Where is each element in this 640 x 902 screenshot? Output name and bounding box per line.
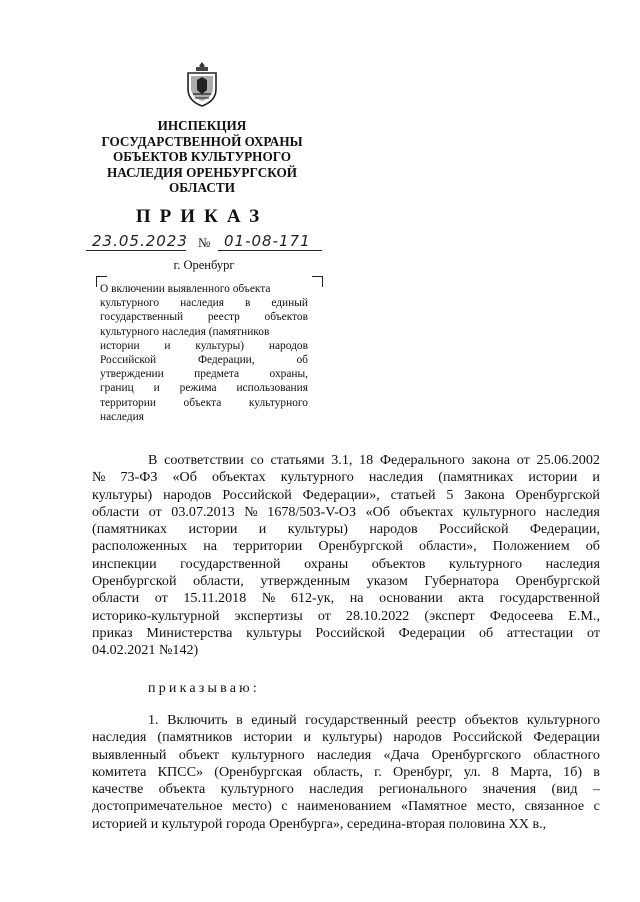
- word: 612-ук,: [290, 590, 335, 607]
- word: области: [92, 503, 140, 520]
- word: Российской: [315, 624, 385, 641]
- word: государственный: [100, 311, 184, 324]
- word: 04.02.2021 №142): [92, 642, 199, 659]
- word: объектов: [264, 311, 308, 324]
- word: (вид: [551, 781, 578, 798]
- word: использования: [236, 382, 308, 395]
- order-word: приказываю:: [148, 681, 260, 696]
- word: указом: [366, 573, 408, 590]
- word: Марта,: [510, 763, 552, 780]
- text-line: [100, 339, 308, 353]
- word: Федерации»,: [302, 486, 380, 503]
- text-line: [92, 487, 600, 504]
- word: акта: [458, 590, 484, 607]
- word: «Дача: [383, 746, 420, 763]
- word: об: [478, 624, 494, 641]
- word: экспертизы: [234, 607, 303, 624]
- word: государственной: [499, 590, 600, 607]
- word: историко-культурной: [92, 607, 220, 624]
- word: «Об: [172, 469, 197, 486]
- word: Министерства: [146, 624, 233, 641]
- word: №: [244, 503, 258, 520]
- word: культурного наследия (памятников: [100, 325, 270, 338]
- word: Включить: [167, 712, 228, 728]
- word: закона: [471, 452, 511, 468]
- word: наследия: [545, 503, 600, 520]
- word: режима: [179, 382, 217, 395]
- registration-line: [86, 232, 322, 254]
- word: Оренбургского: [431, 746, 521, 763]
- text-line: [92, 798, 600, 815]
- word: наследия: [545, 555, 600, 572]
- word: регионального: [378, 781, 467, 798]
- word: с: [281, 798, 288, 815]
- word: «Памятное: [400, 798, 467, 815]
- coat-of-arms-icon: [184, 60, 220, 108]
- word: Оренбургской: [318, 538, 403, 555]
- word: культурного: [462, 503, 536, 520]
- word: истории: [188, 521, 238, 538]
- word: –: [592, 781, 600, 798]
- word: истории: [243, 729, 293, 746]
- word: культурного: [280, 469, 354, 486]
- word: от: [154, 590, 168, 607]
- word: реестр: [207, 311, 240, 324]
- word: и: [592, 469, 600, 486]
- word: об: [585, 538, 600, 555]
- document-type-title: ПРИКАЗ: [135, 206, 269, 227]
- word: об: [296, 354, 308, 367]
- word: 73-ФЗ: [120, 469, 158, 486]
- word: достопримечательное: [92, 798, 223, 815]
- word: Федерации: [398, 624, 466, 641]
- word: и: [303, 729, 312, 746]
- word: на: [203, 538, 218, 555]
- subject-corner-mark: [312, 276, 323, 287]
- word: 03.07.2013: [171, 503, 235, 520]
- text-line: [100, 381, 308, 395]
- word: области»,: [419, 538, 477, 555]
- text-line: [92, 573, 600, 590]
- word: Федосеева: [489, 607, 554, 624]
- word: 18: [359, 452, 374, 468]
- order-item-1: [92, 712, 600, 833]
- word: (памятниках: [438, 469, 514, 486]
- word: в: [593, 763, 600, 780]
- word: наследия: [180, 297, 225, 310]
- word: наследия: [316, 746, 372, 763]
- word: и: [153, 382, 160, 395]
- word: государственной: [180, 555, 281, 572]
- text-line: [92, 452, 600, 469]
- word: области: [92, 590, 140, 607]
- word: территории: [233, 538, 303, 555]
- word: объектах: [211, 469, 266, 486]
- word: приказ: [92, 624, 133, 641]
- word: Федерации: [533, 729, 600, 746]
- word: Федерального: [379, 452, 465, 468]
- text-line: [100, 396, 308, 410]
- text-line: [92, 590, 600, 607]
- word: 5: [446, 486, 454, 503]
- text-line: [92, 608, 600, 625]
- word: культуры: [246, 624, 302, 641]
- word: от: [516, 452, 530, 468]
- word: 1.: [148, 712, 159, 728]
- authority-line: ОБЪЕКТОВ КУЛЬТУРНОГО: [112, 149, 292, 165]
- word: Оренбургской: [515, 486, 600, 503]
- word: наследия: [309, 781, 364, 798]
- word: Губернатора: [424, 573, 499, 590]
- word: наследия: [92, 729, 147, 746]
- word: на: [349, 590, 364, 607]
- word: наименованием: [297, 798, 392, 815]
- word: №: [92, 469, 106, 486]
- word: культурного: [526, 712, 600, 728]
- word: народов: [163, 486, 212, 503]
- word: охраны,: [269, 368, 308, 381]
- handwritten-number: 01-08-171: [224, 232, 311, 250]
- city-of-issue: г. Оренбург: [173, 258, 235, 272]
- word: культурного: [448, 555, 523, 572]
- word: Российской: [222, 486, 292, 503]
- word: качестве: [92, 781, 144, 798]
- word: ул.: [463, 763, 481, 780]
- text-line: [92, 625, 600, 642]
- word: в: [244, 297, 251, 310]
- word: (эксперт: [424, 607, 475, 624]
- word: Е.М.,: [568, 607, 600, 624]
- word: Оренбургской: [515, 573, 600, 590]
- word: соответствии: [164, 452, 244, 468]
- word: объекта: [183, 396, 222, 409]
- word: связанное: [524, 798, 585, 815]
- word: и: [258, 521, 267, 538]
- word: г.: [374, 763, 382, 780]
- word: от: [586, 624, 600, 641]
- word: 1б): [563, 763, 583, 780]
- word: Российской: [439, 521, 509, 538]
- word: (памятников: [157, 729, 233, 746]
- word: объектах: [399, 503, 454, 520]
- word: культуры): [322, 729, 383, 746]
- text-line: [100, 367, 308, 381]
- word: основании: [379, 590, 443, 607]
- word: Федерации,: [529, 521, 600, 538]
- text-line: [92, 556, 600, 573]
- word: объектов: [464, 712, 519, 728]
- word: культурного: [231, 746, 305, 763]
- word: истории: [100, 339, 140, 352]
- word: наследия: [368, 469, 424, 486]
- word: культуры): [92, 486, 153, 503]
- word: реестр: [416, 712, 457, 728]
- word: инспекции: [92, 555, 157, 572]
- word: государственный: [305, 712, 409, 728]
- text-line: [92, 747, 600, 764]
- word: Оренбургской: [92, 573, 177, 590]
- word: 28.10.2022: [345, 607, 410, 624]
- issuing-authority: [88, 118, 316, 196]
- word: историей и культурой города Оренбурга», середина-вторая половина XX в.,: [92, 815, 547, 832]
- text-line: [92, 781, 600, 798]
- word: объектов: [371, 555, 426, 572]
- authority-line: ГОСУДАРСТВЕННОЙ ОХРАНЫ: [101, 133, 303, 149]
- authority-line: НАСЛЕДИЯ ОРЕНБУРГСКОЙ: [107, 164, 297, 180]
- word: утверждении: [100, 368, 164, 381]
- text-line: [92, 642, 600, 659]
- word: В: [148, 452, 158, 468]
- word: области,: [193, 573, 244, 590]
- word: 1678/503-V-ОЗ: [267, 503, 357, 520]
- order-subject: [100, 282, 308, 424]
- word: место,: [476, 798, 515, 815]
- authority-line: ОБЛАСТИ: [169, 180, 235, 196]
- word: выявленный: [92, 746, 167, 763]
- word: аттестации: [506, 624, 574, 641]
- text-line: [92, 816, 600, 833]
- text-line: [92, 469, 600, 486]
- text-line: [92, 764, 600, 781]
- word: Положением: [492, 538, 570, 555]
- word: место): [232, 798, 272, 815]
- word: культуры): [287, 521, 348, 538]
- word: единый: [251, 712, 297, 728]
- word: народов: [369, 521, 418, 538]
- word: культурного: [100, 297, 160, 310]
- word: в: [236, 712, 243, 728]
- word: со: [250, 452, 264, 468]
- preamble-paragraph: [92, 452, 600, 660]
- word: область,: [313, 763, 363, 780]
- word: от: [317, 607, 331, 624]
- word: народов: [268, 339, 308, 352]
- word: от: [148, 503, 162, 520]
- word: предмета: [194, 368, 240, 381]
- text-line: [100, 296, 308, 310]
- word: культурного: [220, 781, 294, 798]
- word: охраны: [304, 555, 349, 572]
- handwritten-date: 23.05.2023: [92, 232, 188, 250]
- text-line: [92, 729, 600, 746]
- text-line: [92, 504, 600, 521]
- word: значения: [482, 781, 537, 798]
- text-line: [100, 282, 308, 296]
- word: (памятниках: [92, 521, 168, 538]
- word: областного: [533, 746, 600, 763]
- word: объект: [178, 746, 220, 763]
- word: КПСС»: [157, 763, 204, 780]
- word: культурного: [248, 396, 308, 409]
- word: статьями: [270, 452, 325, 468]
- word: народов: [393, 729, 442, 746]
- word: объекта: [158, 781, 206, 798]
- authority-line: ИНСПЕКЦИЯ: [157, 118, 247, 133]
- word: О включении выявленного объекта: [100, 283, 271, 295]
- word: 25.06.2002: [536, 452, 600, 468]
- word: истории: [528, 469, 578, 486]
- text-line: [92, 538, 600, 555]
- number-sign: №: [198, 235, 211, 250]
- text-line: [100, 325, 308, 339]
- word: единый: [271, 297, 308, 310]
- word: Федерации,: [197, 354, 255, 367]
- word: границ: [100, 382, 134, 395]
- word: 8: [491, 763, 499, 780]
- text-line: [100, 310, 308, 324]
- word: наследия: [100, 410, 144, 423]
- word: культуры): [195, 339, 245, 352]
- text-line: [92, 521, 600, 538]
- word: Российской: [100, 354, 157, 367]
- word: «Об: [365, 503, 391, 520]
- word: территории: [100, 396, 156, 409]
- text-line: [92, 712, 600, 729]
- word: утвержденным: [260, 573, 351, 590]
- word: расположенных: [92, 538, 188, 555]
- word: Оренбург,: [393, 763, 453, 780]
- word: (Оренбургская: [214, 763, 303, 780]
- word: 3.1,: [331, 452, 353, 468]
- word: и: [164, 339, 171, 352]
- word: комитета: [92, 763, 147, 780]
- word: статьей: [390, 486, 436, 503]
- word: с: [593, 798, 600, 815]
- text-line: [100, 410, 308, 424]
- text-line: [100, 353, 308, 367]
- word: Российской: [452, 729, 523, 746]
- word: 15.11.2018: [183, 590, 247, 607]
- word: №: [261, 590, 276, 607]
- word: Закона: [464, 486, 505, 503]
